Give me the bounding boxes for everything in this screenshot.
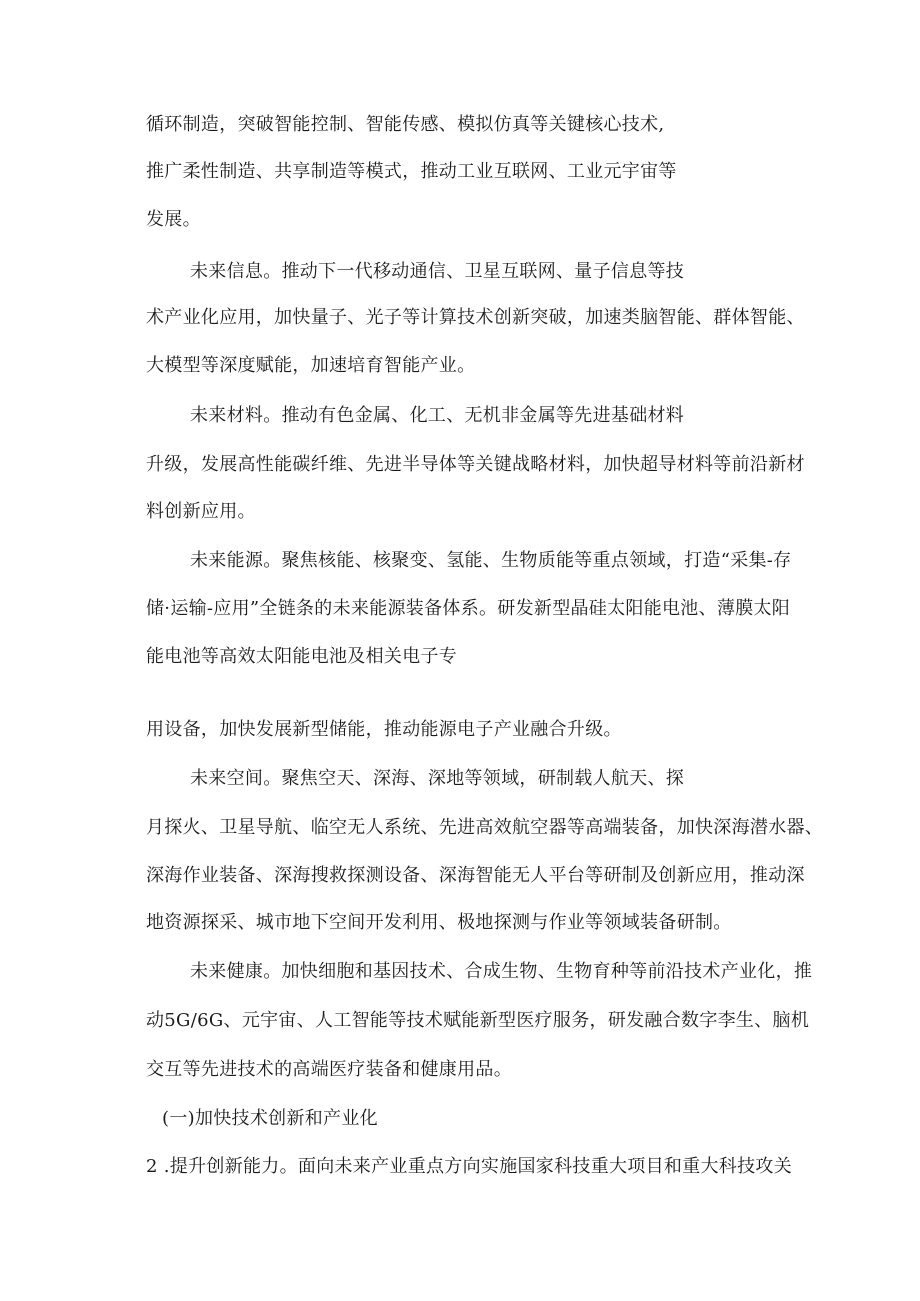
text-line: 升级，发展高性能碳纤维、先进半导体等关键战略材料，加快超导材料等前沿新材 [146,454,805,475]
text-line: 深海作业装备、深海搜救探测设备、深海智能无人平台等研制及创新应用，推动深 [146,865,805,886]
text-line: 储·运输-应用”全链条的未来能源装备体系。研发新型晶硅太阳能电池、薄膜太阳 [146,598,791,619]
paragraph-start-line: 未来健康。加快细胞和基因技术、合成生物、生物育种等前沿技术产业化，推 [190,961,813,982]
text-line: 动5G/6G、元宇宙、人工智能等技术赋能新型医疗服务，研发融合数字李生、脑机 [146,1010,810,1031]
text-line: 发展。 [146,209,201,230]
paragraph-start-line: 未来能源。聚焦核能、核聚变、氢能、生物质能等重点领域，打造“采集-存 [190,550,792,571]
paragraph-start-line: 未来信息。推动下一代移动通信、卫星互联网、量子信息等技 [190,261,685,282]
paragraph-start-line: 未来空间。聚焦空天、深海、深地等领域，研制载人航天、探 [190,768,685,789]
numbered-item-line: 2 .提升创新能力。面向未来产业重点方向实施国家科技重大项目和重大科技攻关 [146,1156,792,1177]
text-line: 月探火、卫星导航、临空无人系统、先进高效航空器等高端装备，加快深海潜水器、 [146,817,824,838]
text-line: 术产业化应用，加快量子、光子等计算技术创新突破，加速类脑智能、群体智能、 [146,307,805,328]
text-line: 循环制造，突破智能控制、智能传感、模拟仿真等关键核心技术, [146,114,665,135]
text-line: 料创新应用。 [146,501,256,522]
text-line: 用设备，加快发展新型储能，推动能源电子产业融合升级。 [146,719,622,740]
text-line: 大模型等深度赋能，加速培育智能产业。 [146,355,476,376]
text-line: 能电池等高效太阳能电池及相关电子专 [146,646,458,667]
text-line: 推广柔性制造、共享制造等模式，推动工业互联网、工业元宇宙等 [146,161,677,182]
text-line: 地资源探采、城市地下空间开发利用、极地探测与作业等领域装备研制。 [146,912,732,933]
section-heading: (一)加快技术创新和产业化 [162,1108,378,1129]
paragraph-start-line: 未来材料。推动有色金属、化工、无机非金属等先进基础材料 [190,405,685,426]
text-line: 交互等先进技术的高端医疗装备和健康用品。 [146,1059,512,1080]
